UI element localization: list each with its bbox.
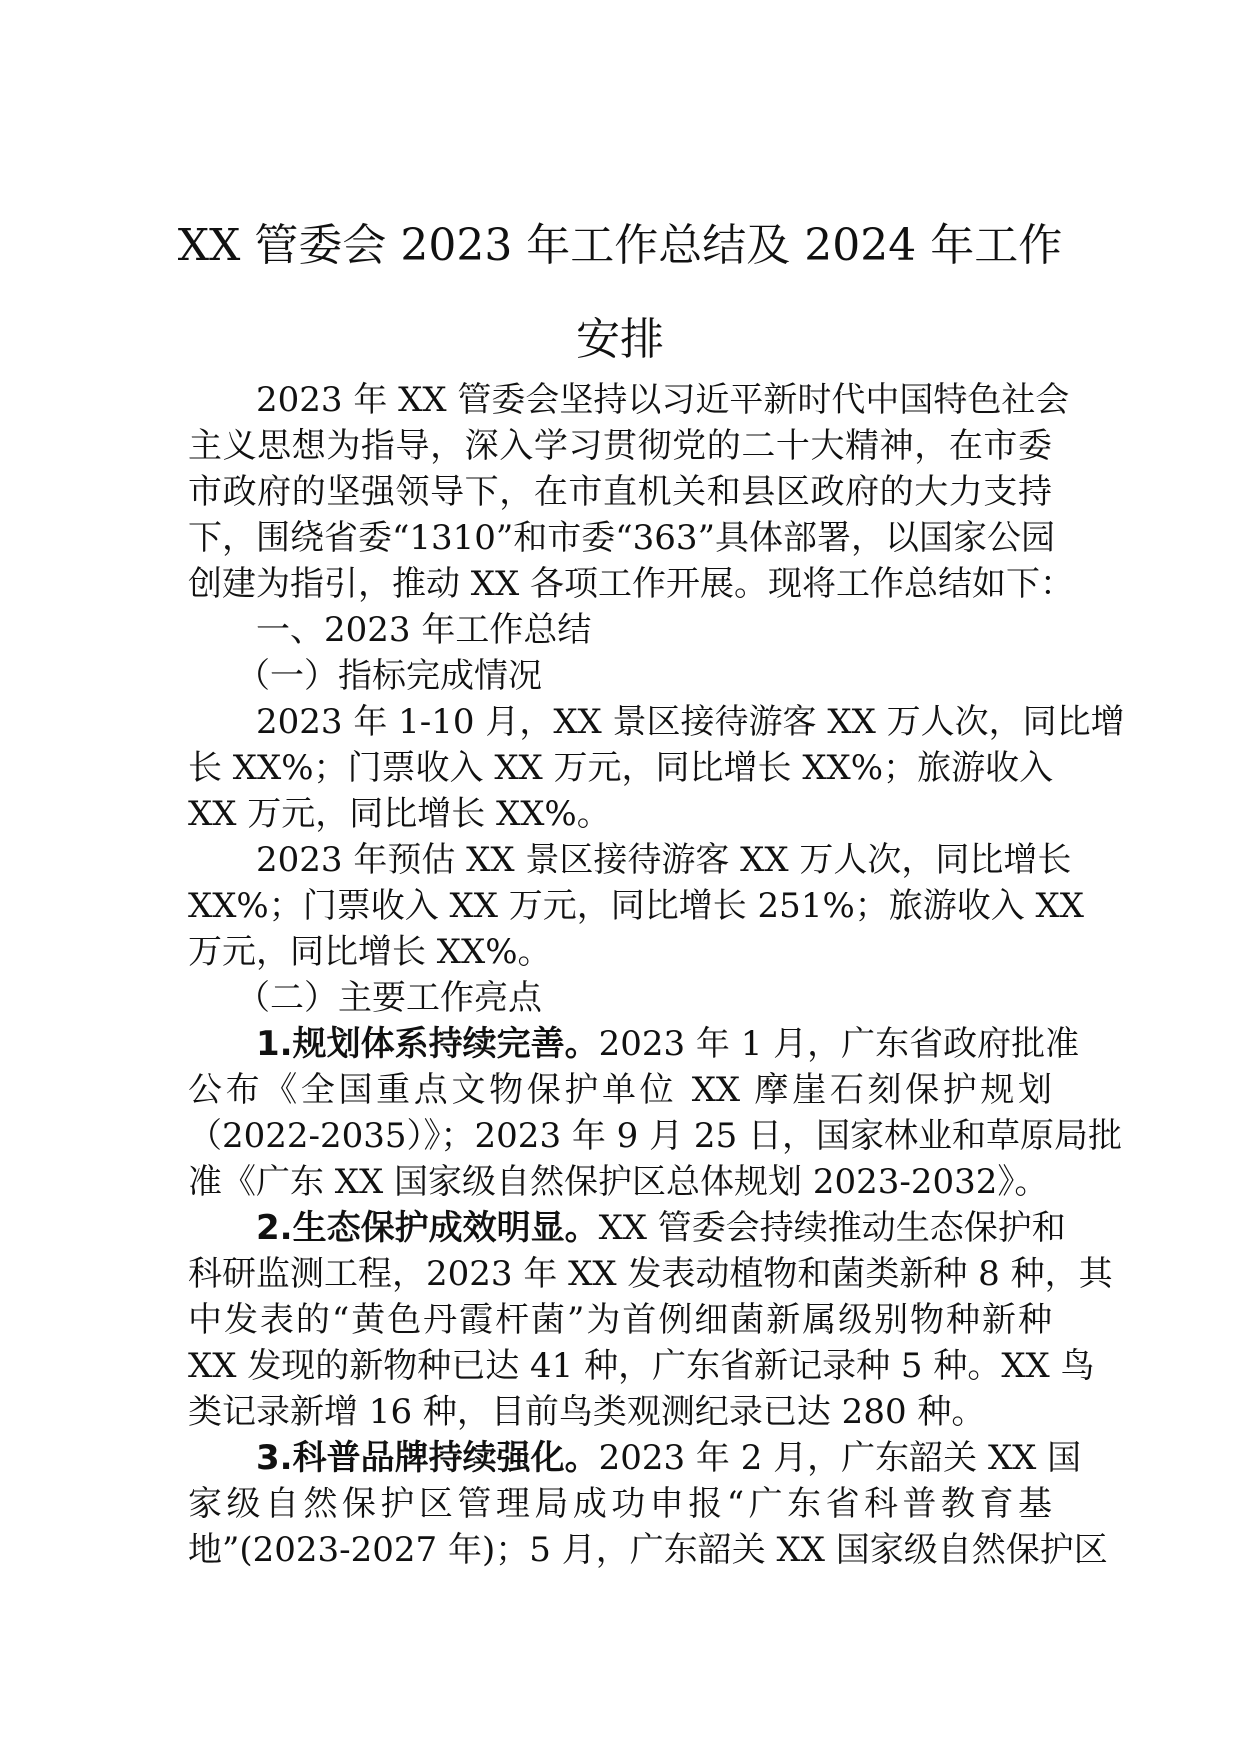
paragraph-line: 2023 年 XX 管委会坚持以习近平新时代中国特色社会 xyxy=(256,380,1070,420)
paragraph-line: 长 XX%；门票收入 XX 万元，同比增长 XX%；旅游收入 xyxy=(188,748,1054,788)
paragraph-line: 2023 年 1-10 月，XX 景区接待游客 XX 万人次，同比增 xyxy=(256,702,1125,742)
paragraph-line: 地”(2023-2027 年)；5 月，广东韶关 XX 国家级自然保护区 xyxy=(188,1530,1108,1570)
paragraph-text: 2023 年 1 月，广东省政府批准 xyxy=(598,1024,1080,1064)
paragraph-line: 准《广东 XX 国家级自然保护区总体规划 2023-2032》。 xyxy=(188,1162,1049,1202)
paragraph-line: 万元，同比增长 XX%。 xyxy=(188,932,552,972)
highlight-heading: 3.科普品牌持续强化。 xyxy=(256,1438,599,1478)
paragraph-text: 2023 年 2 月，广东韶关 XX 国 xyxy=(598,1438,1082,1478)
document-title-line-2: 安排 xyxy=(576,314,664,365)
paragraph-line: 科研监测工程，2023 年 XX 发表动植物和菌类新种 8 种，其 xyxy=(188,1254,1113,1294)
subsection-heading: （二）主要工作亮点 xyxy=(236,978,542,1018)
paragraph-line: 下，围绕省委“1310”和市委“363”具体部署，以国家公园 xyxy=(188,518,1055,558)
highlight-heading: 2.生态保护成效明显。 xyxy=(256,1208,599,1248)
paragraph-line: 中发表的“黄色丹霞杆菌”为首例细菌新属级别物种新种 xyxy=(188,1300,1052,1340)
paragraph-line: XX 万元，同比增长 XX%。 xyxy=(188,794,611,834)
paragraph-line xyxy=(256,1022,1080,1066)
paragraph-line: XX%；门票收入 XX 万元，同比增长 251%；旅游收入 XX xyxy=(188,886,1084,926)
highlight-heading: 1.规划体系持续完善。 xyxy=(256,1024,599,1064)
paragraph-line: 主义思想为指导，深入学习贯彻党的二十大精神，在市委 xyxy=(188,426,1052,466)
paragraph-line: 创建为指引，推动 XX 各项工作开展。现将工作总结如下： xyxy=(188,564,1075,604)
section-heading: 一、2023 年工作总结 xyxy=(256,610,592,650)
paragraph-line: （2022-2035）》；2023 年 9 月 25 日，国家林业和草原局批 xyxy=(188,1116,1123,1156)
subsection-heading: （一）指标完成情况 xyxy=(236,656,542,696)
paragraph-line: 家级自然保护区管理局成功申报“广东省科普教育基 xyxy=(188,1484,1052,1524)
paragraph-line xyxy=(256,1436,1082,1480)
paragraph-line xyxy=(256,1206,1066,1250)
paragraph-line: 公布《全国重点文物保护单位 XX 摩崖石刻保护规划 xyxy=(188,1070,1052,1110)
document-title-line-1: XX 管委会 2023 年工作总结及 2024 年工作 xyxy=(177,220,1063,271)
paragraph-line: 市政府的坚强领导下，在市直机关和县区政府的大力支持 xyxy=(188,472,1052,512)
paragraph-line: 2023 年预估 XX 景区接待游客 XX 万人次，同比增长 xyxy=(256,840,1072,880)
paragraph-line: 类记录新增 16 种，目前鸟类观测纪录已达 280 种。 xyxy=(188,1392,986,1432)
paragraph-line: XX 发现的新物种已达 41 种，广东省新记录种 5 种。XX 鸟 xyxy=(188,1346,1095,1386)
paragraph-text: XX 管委会持续推动生态保护和 xyxy=(598,1208,1066,1248)
